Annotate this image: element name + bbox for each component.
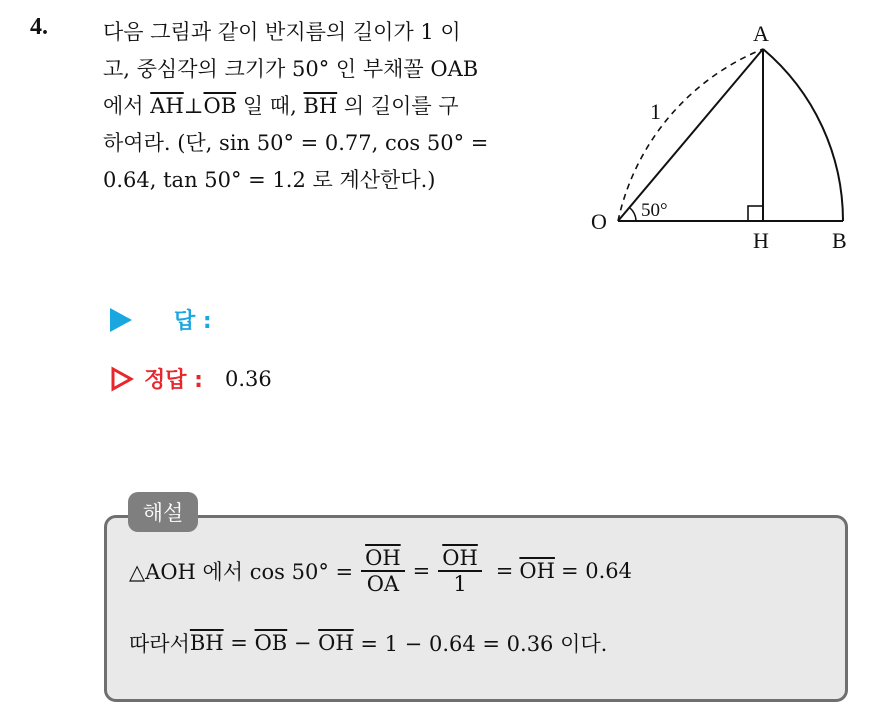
fraction-oh-1 bbox=[438, 546, 482, 596]
segment-ob: $\overline{OB}$ bbox=[203, 94, 237, 118]
frac1-numerator: $\overline{OH}$ bbox=[361, 546, 405, 572]
label-radius: 1 bbox=[650, 99, 661, 124]
correct-answer-value: 0.36 bbox=[224, 366, 272, 391]
question-line-5: 0.64, tan 50° = 1.2 로 계산한다.) bbox=[103, 168, 436, 192]
exp2-eq: = bbox=[223, 631, 255, 655]
explanation-line-1 bbox=[129, 546, 632, 596]
label-h: H bbox=[753, 228, 769, 253]
correct-answer-label: 정답 : bbox=[144, 368, 203, 393]
explanation-box bbox=[104, 515, 848, 702]
line3-suffix: 의 길이를 구 bbox=[337, 94, 459, 118]
exp2-tail: = 1 − 0.64 = 0.36 이다. bbox=[353, 632, 608, 656]
question-line-2: 고, 중심각의 크기가 50° 인 부채꼴 OAB bbox=[103, 57, 479, 81]
exp2-minus: − bbox=[287, 631, 319, 655]
question-line-4: 하여라. (단, sin 50° = 0.77, cos 50° = bbox=[103, 131, 489, 155]
label-angle: 50° bbox=[641, 200, 668, 221]
question-number: 4. bbox=[30, 14, 48, 40]
segment-oa-line bbox=[618, 49, 763, 221]
line3-prefix: 에서 bbox=[103, 94, 151, 118]
exp2-segment-oh: $\overline{OH}$ bbox=[318, 631, 354, 655]
explanation-line-2 bbox=[129, 628, 607, 658]
label-o: O bbox=[591, 209, 607, 234]
exp1-prefix: △AOH 에서 cos 50° = bbox=[129, 560, 354, 585]
exp2-segment-ob: $\overline{OB}$ bbox=[254, 631, 288, 655]
perpendicular-symbol: ⊥ bbox=[183, 94, 204, 118]
label-a: A bbox=[753, 21, 769, 46]
frac1-denominator: OA bbox=[366, 572, 400, 597]
filled-triangle-icon bbox=[110, 308, 132, 332]
exp2-segment-bh: $\overline{BH}$ bbox=[189, 631, 224, 655]
line3-mid: 일 때, bbox=[236, 94, 304, 118]
exp1-eq1: = bbox=[412, 559, 431, 584]
arc-ab bbox=[763, 49, 843, 221]
exp1-eq2: = bbox=[495, 559, 514, 584]
exp1-tail: = 0.64 bbox=[560, 559, 632, 584]
exp1-segment-oh: $\overline{OH}$ bbox=[519, 559, 555, 584]
answer-row bbox=[110, 304, 212, 335]
question-line-1: 다음 그림과 같이 반지름의 길이가 1 이 bbox=[103, 20, 461, 44]
frac2-denominator: 1 bbox=[453, 572, 467, 597]
sector-figure bbox=[585, 15, 875, 260]
answer-label: 답 : bbox=[174, 309, 212, 334]
exp2-prefix: 따라서 bbox=[129, 632, 190, 656]
right-angle-marker bbox=[748, 206, 763, 221]
question-line-3 bbox=[103, 88, 563, 125]
label-b: B bbox=[832, 228, 847, 253]
fraction-oh-oa bbox=[361, 546, 405, 596]
segment-ah: $\overline{AH}$ bbox=[150, 94, 184, 118]
explanation-tag: 해설 bbox=[128, 492, 198, 532]
frac2-numerator: $\overline{OH}$ bbox=[438, 546, 482, 572]
segment-bh: $\overline{BH}$ bbox=[303, 94, 338, 118]
correct-answer-row bbox=[110, 363, 272, 394]
angle-arc bbox=[630, 208, 636, 221]
question-text bbox=[103, 14, 563, 199]
outline-triangle-icon bbox=[110, 366, 134, 392]
